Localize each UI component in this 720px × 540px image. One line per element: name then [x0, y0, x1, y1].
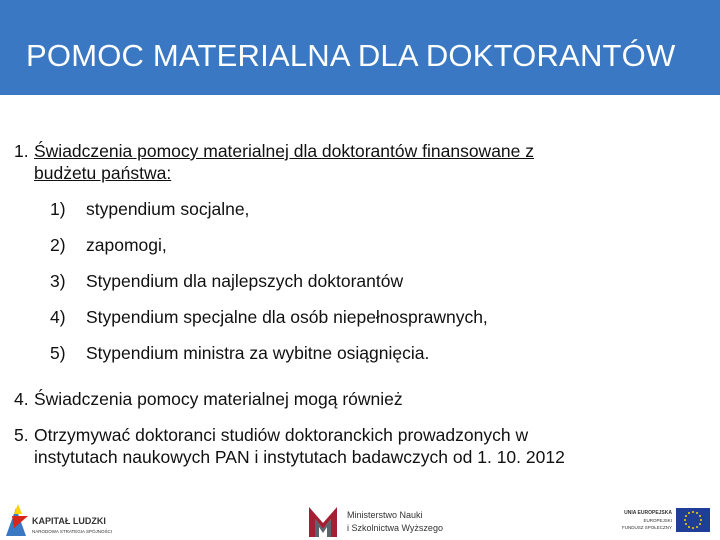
sub-item-3	[14, 270, 704, 292]
sub-item-2	[14, 234, 704, 256]
page-title: POMOC MATERIALNA DLA DOKTORANTÓW	[26, 38, 676, 73]
item-text-line2: budżetu państwa:	[34, 163, 172, 183]
sub-item-number: 2)	[50, 235, 66, 255]
footer-logos	[0, 500, 720, 540]
sub-item-number: 3)	[50, 271, 66, 291]
sub-item-text: Stypendium specjalne dla osób niepełnosprawnych,	[86, 307, 488, 327]
item-text-line2: instytutach naukowych PAN i instytutach badawczych od 1. 10. 2012	[34, 447, 565, 467]
sub-item-text: Stypendium dla najlepszych doktorantów	[86, 271, 404, 291]
kapital-ludzki-logo	[4, 502, 124, 538]
item-text-line1: Świadczenia pomocy materialnej dla doktorantów finansowane z	[34, 141, 534, 161]
eu-line3: FUNDUSZ SPOŁECZNY	[621, 525, 672, 530]
kl-title: KAPITAŁ LUDZKI	[32, 516, 106, 526]
sub-item-1	[14, 198, 704, 220]
list-item-4	[14, 388, 704, 410]
eu-line2: EUROPEJSKI	[643, 518, 672, 523]
list-item-1	[14, 140, 704, 184]
item-number: 1.	[14, 141, 29, 161]
ministry-line2: i Szkolnictwa Wyższego	[347, 523, 443, 533]
item-number: 4.	[14, 389, 29, 409]
item-text-line1: Świadczenia pomocy materialnej mogą również	[34, 389, 403, 409]
item-number: 5.	[14, 425, 29, 445]
sub-item-text: stypendium socjalne,	[86, 199, 250, 219]
sub-item-text: zapomogi,	[86, 235, 167, 255]
sub-item-4	[14, 306, 704, 328]
list-item-5	[14, 424, 704, 468]
sub-item-text: Stypendium ministra za wybitne osiągnięcia.	[86, 343, 430, 363]
slide-content	[14, 140, 704, 468]
ministry-line1: Ministerstwo Nauki	[347, 510, 423, 520]
sub-item-5	[14, 342, 704, 364]
sub-item-number: 1)	[50, 199, 66, 219]
ministry-logo	[307, 503, 457, 539]
kl-yellow-shape	[14, 504, 22, 514]
item-text-line1: Otrzymywać doktoranci studiów doktoranckich prowadzonych w	[34, 425, 529, 445]
sub-item-number: 5)	[50, 343, 66, 363]
title-bar	[0, 0, 720, 95]
kl-subtitle: NARODOWA STRATEGIA SPÓJNOŚCI	[32, 529, 113, 534]
eu-line1: UNIA EUROPEJSKA	[624, 510, 672, 516]
eu-logo	[614, 502, 714, 538]
sub-item-number: 4)	[50, 307, 66, 327]
